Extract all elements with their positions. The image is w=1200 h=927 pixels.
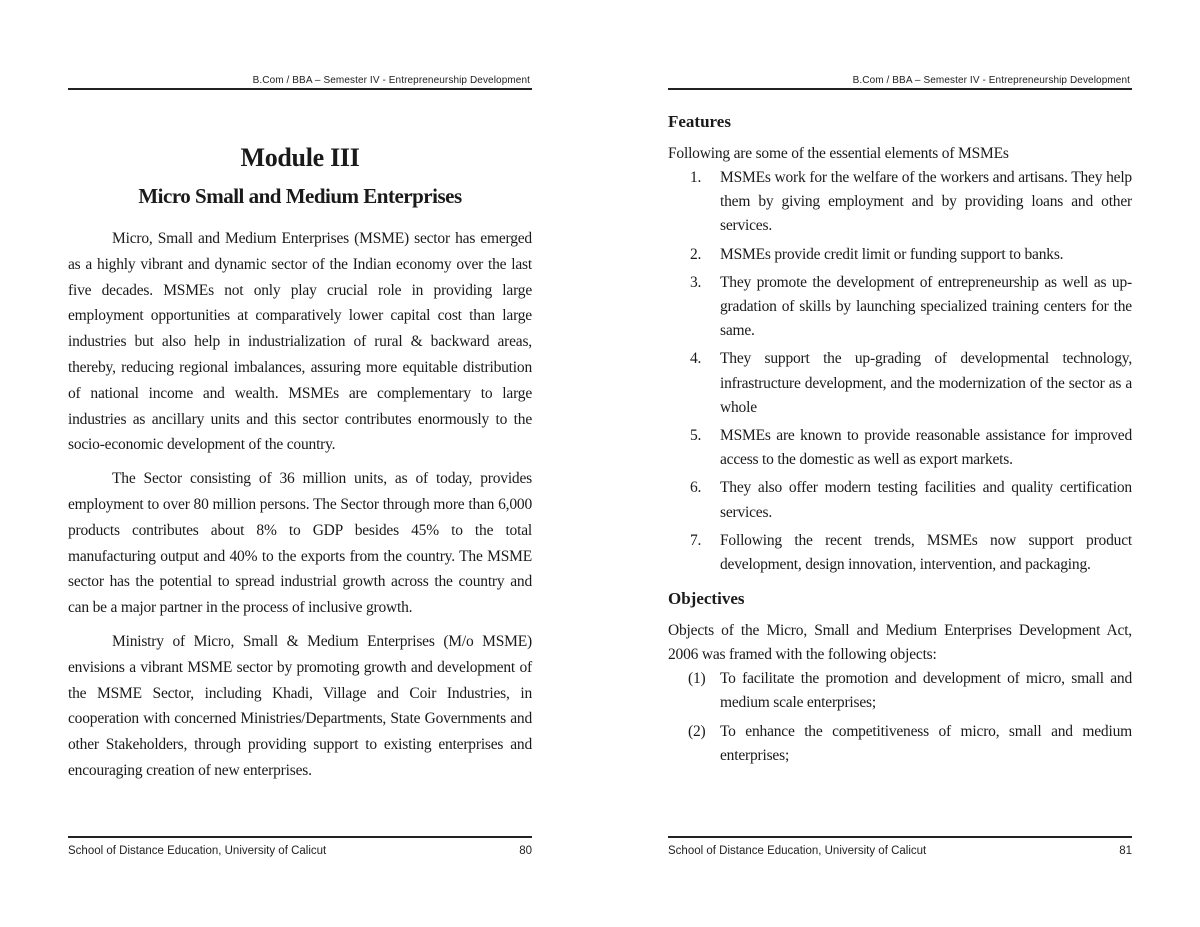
item-number: 5.	[690, 427, 702, 445]
item-text: Following the recent trends, MSMEs now support product development, design innovation, intervention, and packaging.	[720, 531, 1132, 574]
features-intro: Following are some of the essential elements of MSMEs	[668, 145, 1009, 162]
right-page	[668, 0, 1132, 927]
paragraph: The Sector consisting of 36 million units, as of today, provides employment to over 80 million persons. The Sector through more than 6,000 products contributes about 8% to GDP besides 45% to the total manufacturing output and 40% to the exports from the country. The MSME sector has the potential to spread industrial growth across the country and can be a major partner in the process of inclusive growth.	[68, 470, 532, 617]
list-item	[668, 243, 1132, 267]
list-item	[668, 347, 1132, 420]
list-item	[668, 529, 1132, 577]
header-rule	[668, 88, 1132, 90]
running-header: B.Com / BBA – Semester IV - Entrepreneurship Development	[252, 75, 530, 86]
item-text: MSMEs work for the welfare of the workers and artisans. They help them by giving employment and by providing loans and other services.	[720, 169, 1132, 235]
running-header: B.Com / BBA – Semester IV - Entrepreneurship Development	[852, 75, 1130, 86]
list-item	[668, 476, 1132, 524]
features-heading: Features	[668, 112, 731, 131]
paragraph: Ministry of Micro, Small & Medium Enterprises (M/o MSME) envisions a vibrant MSME sector by promoting growth and development of the MSME Sector, including Khadi, Village and Coir Industries, in cooperation with concerned Ministries/Departments, State Governments and other Stakeholders, through providing support to existing enterprises and encouraging creation of new enterprises.	[68, 632, 532, 779]
item-text: They also offer modern testing facilities and quality certification services.	[720, 479, 1132, 521]
objectives-heading: Objectives	[668, 589, 745, 609]
paragraph: Micro, Small and Medium Enterprises (MSME) sector has emerged as a highly vibrant and dynamic sector of the Indian economy over the last five decades. MSMEs not only play crucial role in providing large employment opportunities at comparatively lower capital cost than large industries but also help in industrialization of rural & backward areas, thereby, reducing regional imbalances, assuring more equitable distribution of national income and wealth. MSMEs are complementary to large industries as ancillary units and this sector contributes enormously to the socio-economic development of the country.	[68, 230, 532, 454]
item-text: They support the up-grading of developmental technology, infrastructure development, and the modernization of the sector as a whole	[720, 350, 1132, 416]
list-item	[668, 667, 1132, 715]
footer-institution: School of Distance Education, University of Calicut	[668, 845, 927, 857]
footer-rule	[68, 836, 532, 838]
objectives-intro: Objects of the Micro, Small and Medium Enterprises Development Act, 2006 was framed with the following objects:	[668, 622, 1132, 664]
item-number: 2.	[690, 245, 702, 263]
page-number: 80	[519, 845, 532, 857]
item-number: 3.	[690, 273, 702, 291]
module-subtitle: Micro Small and Medium Enterprises	[138, 184, 462, 208]
item-text: They promote the development of entrepreneurship as well as up-gradation of skills by launching specialized training centers for the same.	[720, 273, 1132, 340]
list-item	[668, 720, 1132, 768]
page-number: 81	[1119, 845, 1132, 857]
features-list	[668, 166, 1132, 577]
item-number: 1.	[690, 169, 702, 186]
item-text: MSMEs provide credit limit or funding support to banks.	[720, 245, 1064, 263]
module-title: Module III	[240, 143, 360, 172]
item-number: (2)	[688, 722, 706, 740]
left-page	[68, 0, 532, 927]
header-rule	[68, 88, 532, 90]
objectives-list	[668, 667, 1132, 768]
item-number: (1)	[688, 670, 706, 688]
footer-institution: School of Distance Education, University of Calicut	[68, 845, 327, 857]
right-content	[668, 110, 1132, 772]
list-item	[668, 271, 1132, 344]
footer-rule	[668, 836, 1132, 838]
body-text	[68, 226, 532, 792]
item-number: 4.	[690, 350, 702, 368]
item-text: To enhance the competitiveness of micro, small and medium enterprises;	[720, 722, 1132, 764]
item-number: 7.	[690, 531, 702, 549]
item-number: 6.	[690, 479, 702, 497]
list-item	[668, 166, 1132, 239]
item-text: MSMEs are known to provide reasonable assistance for improved access to the domestic as well as export markets.	[720, 427, 1132, 469]
item-text: To facilitate the promotion and development of micro, small and medium scale enterprises;	[720, 670, 1132, 712]
list-item	[668, 424, 1132, 472]
